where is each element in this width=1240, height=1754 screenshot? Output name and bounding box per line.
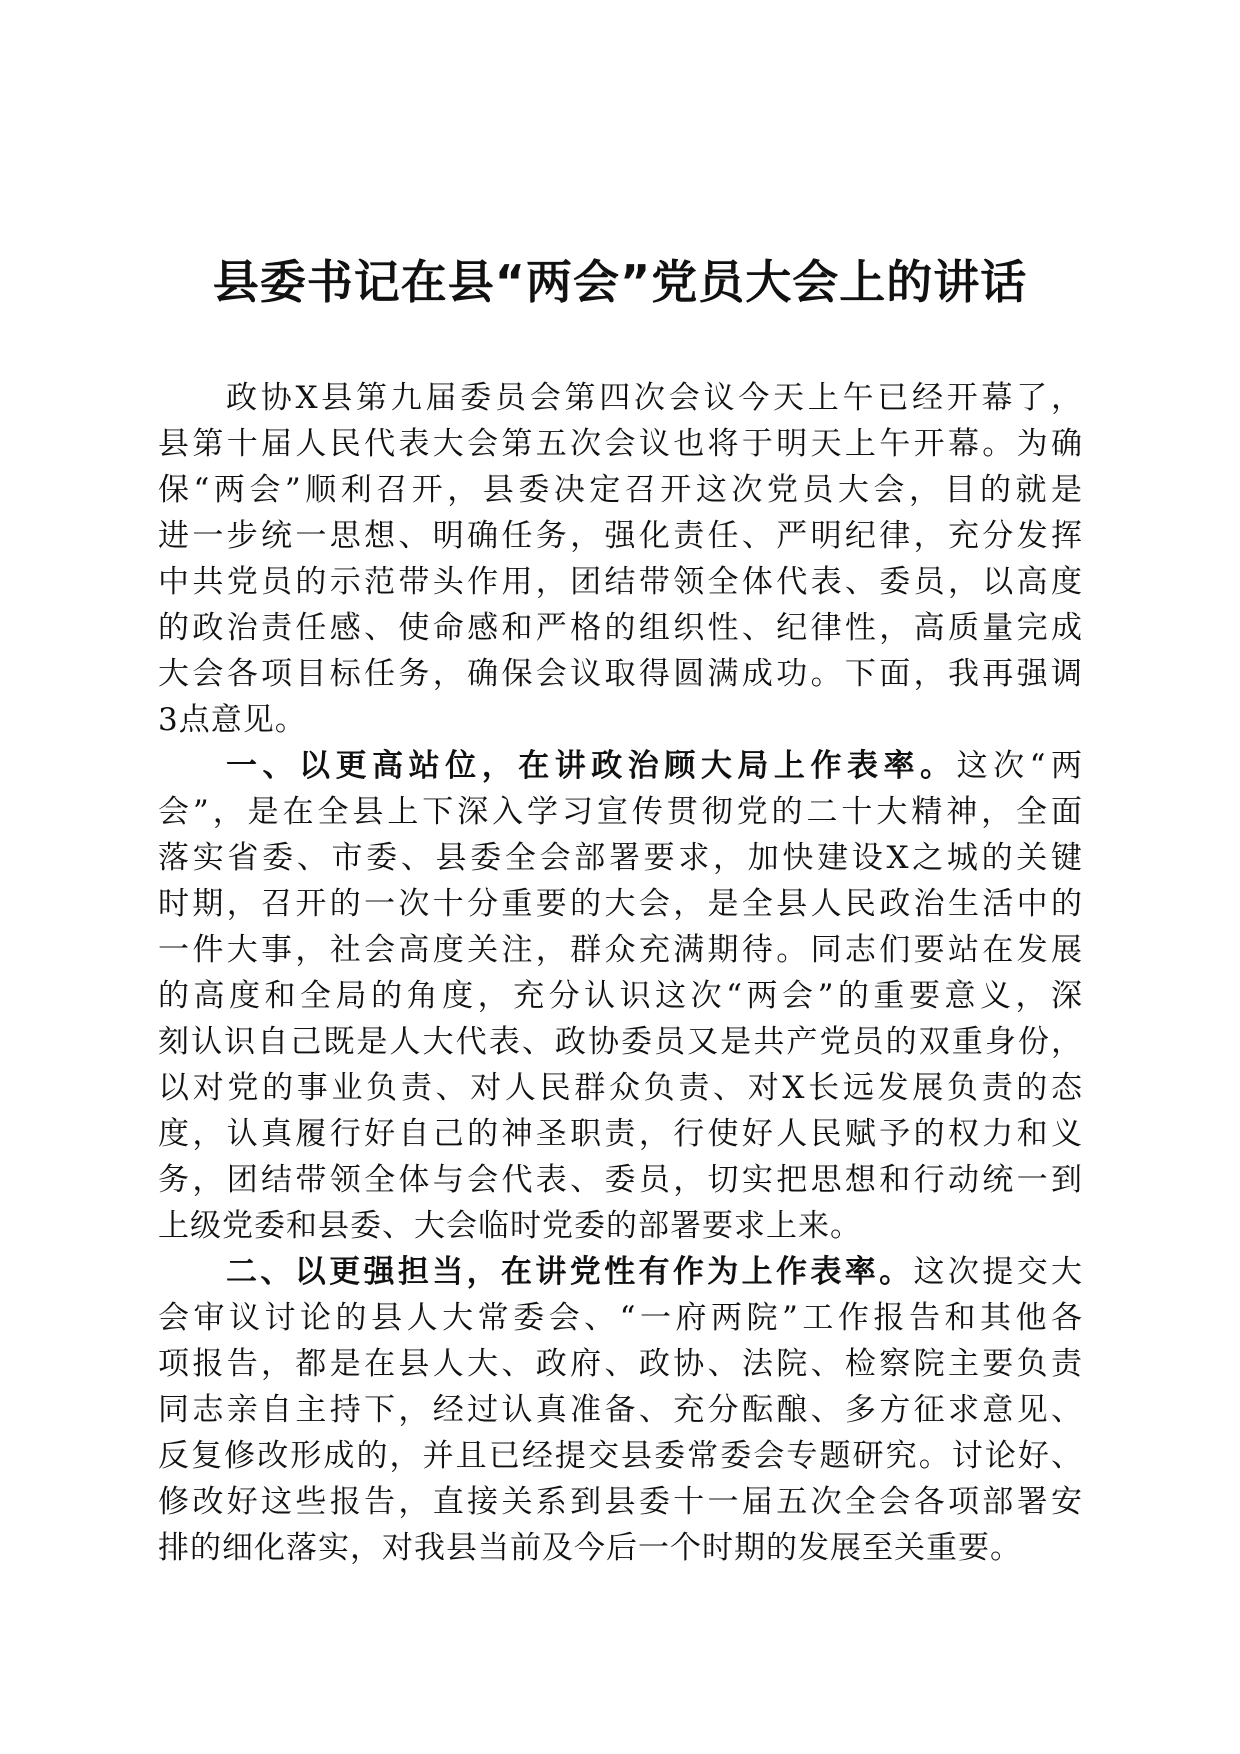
- paragraph-1-line-8: 3点意见。: [158, 702, 307, 738]
- paragraph-3-line-7: 排的细化落实，对我县当前及今后一个时期的发展至关重要。: [158, 1530, 1022, 1566]
- paragraph-2-line-6: 的高度和全局的角度，充分认识这次“两会”的重要意义，深: [158, 978, 1083, 1014]
- paragraph-2-line-11: 上级党委和县委、大会临时党委的部署要求上来。: [158, 1208, 862, 1244]
- section-heading-2: 二、以更强担当，在讲党性有作为上作表率。: [226, 1254, 914, 1290]
- paragraph-2-line-1-text: 这次“两: [956, 748, 1083, 784]
- paragraph-2-line-10: 务，团结带领全体与会代表、委员，切实把思想和行动统一到: [158, 1162, 1083, 1198]
- paragraph-3-line-4: 同志亲自主持下，经过认真准备、充分酝酿、多方征求意见、: [158, 1392, 1083, 1428]
- paragraph-1-line-6: 的政治责任感、使命感和严格的组织性、纪律性，高质量完成: [158, 610, 1083, 646]
- paragraph-1-line-2: 县第十届人民代表大会第五次会议也将于明天上午开幕。为确: [158, 426, 1083, 462]
- paragraph-2-line-1: [158, 743, 1083, 789]
- paragraph-3-line-1: [158, 1249, 1083, 1295]
- paragraph-3-line-6: 修改好这些报告，直接关系到县委十一届五次全会各项部署安: [158, 1484, 1083, 1520]
- paragraph-2-line-8: 以对党的事业负责、对人民群众负责、对X长远发展负责的态: [158, 1070, 1083, 1106]
- paragraph-2-line-2: 会”，是在全县上下深入学习宣传贯彻党的二十大精神，全面: [158, 794, 1083, 830]
- paragraph-2-line-7: 刻认识自己既是人大代表、政协委员又是共产党员的双重身份，: [158, 1024, 1083, 1060]
- paragraph-2-line-5: 一件大事，社会高度关注，群众充满期待。同志们要站在发展: [158, 932, 1083, 968]
- document-body: [158, 375, 1083, 1571]
- paragraph-3-line-5: 反复修改形成的，并且已经提交县委常委会专题研究。讨论好、: [158, 1438, 1083, 1474]
- paragraph-3-line-2: 会审议讨论的县人大常委会、“一府两院”工作报告和其他各: [158, 1300, 1083, 1336]
- paragraph-3-line-1-text: 这次提交大: [913, 1254, 1083, 1290]
- paragraph-1-line-1: 政协X县第九届委员会第四次会议今天上午已经开幕了，: [226, 380, 1083, 416]
- paragraph-2-line-3: 落实省委、市委、县委全会部署要求，加快建设X之城的关键: [158, 840, 1083, 876]
- paragraph-1-line-4: 进一步统一思想、明确任务，强化责任、严明纪律，充分发挥: [158, 518, 1083, 554]
- paragraph-3-line-3: 项报告，都是在县人大、政府、政协、法院、检察院主要负责: [158, 1346, 1083, 1382]
- paragraph-1-line-7: 大会各项目标任务，确保会议取得圆满成功。下面，我再强调: [158, 656, 1083, 692]
- paragraph-2-line-4: 时期，召开的一次十分重要的大会，是全县人民政治生活中的: [158, 886, 1083, 922]
- section-heading-1: 一、以更高站位，在讲政治顾大局上作表率。: [226, 748, 957, 784]
- paragraph-2-line-9: 度，认真履行好自己的神圣职责，行使好人民赋予的权力和义: [158, 1116, 1083, 1152]
- document-title: 县委书记在县“两会”党员大会上的讲话: [212, 255, 1028, 309]
- paragraph-1-line-5: 中共党员的示范带头作用，团结带领全体代表、委员，以高度: [158, 564, 1083, 600]
- paragraph-1-line-3: 保“两会”顺利召开，县委决定召开这次党员大会，目的就是: [158, 472, 1083, 508]
